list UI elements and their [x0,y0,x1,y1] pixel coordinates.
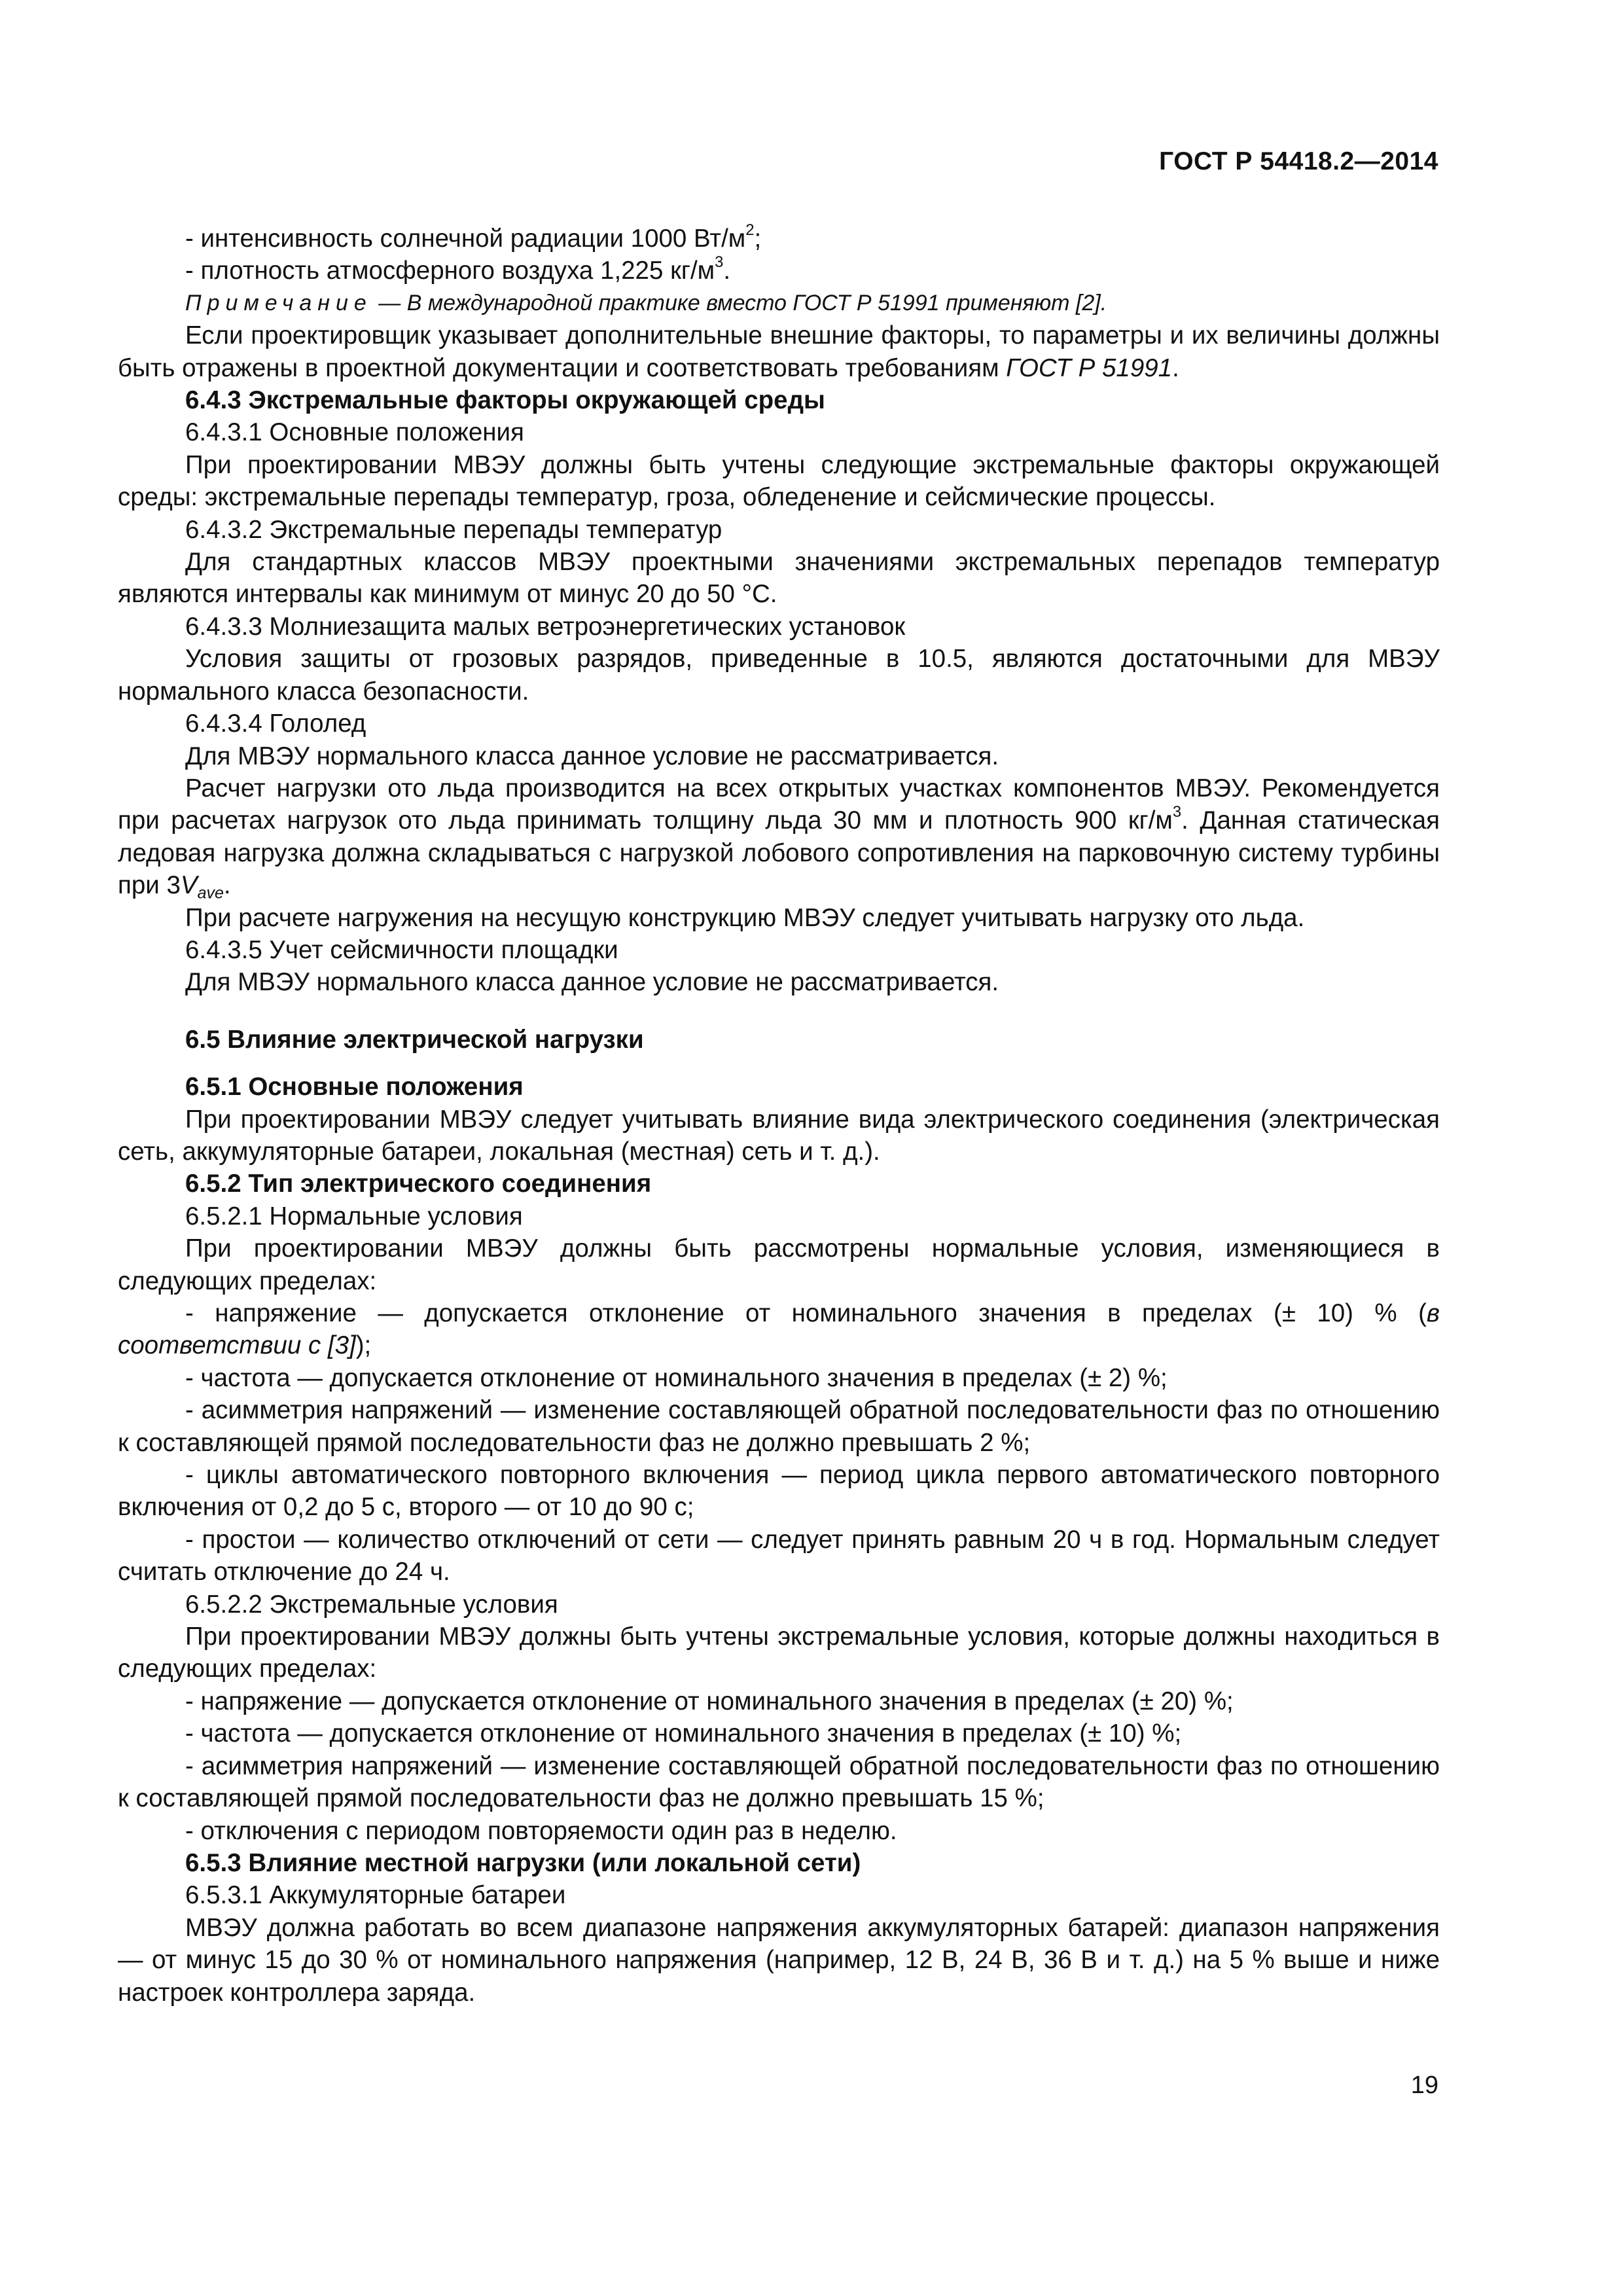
paragraph: При проектировании МВЭУ должны быть рассмотрены нормальные условия, изменяющиеся в следующих пределах: [118,1234,1440,1295]
paragraph: При проектировании МВЭУ следует учитывать влияние вида электрического соединения (электрическая сеть, аккумуляторные батареи, локальная (местная) сеть и т. д.). [118,1105,1440,1166]
paragraph: При проектировании МВЭУ должны быть учтены следующие экстремальные факторы окружающей среды: экстремальные перепады температур, гроза, обледенение и сейсмические процессы. [118,450,1440,512]
standard-reference: ГОСТ Р 51991 [1006,353,1173,382]
list-item: - циклы автоматического повторного включения — период цикла первого автоматического повторного включения от 0,2 до 5 с, второго — от 10 до 90 с; [118,1461,1440,1522]
paragraph: Условия защиты от грозовых разрядов, приведенные в 10.5, являются достаточными для МВЭУ нормального класса безопасности. [118,645,1440,706]
list-item: - асимметрия напряжений — изменение составляющей обратной последовательности фаз по отношению к составляющей прямой последовательности фаз не должно превышать 2 %; [118,1396,1440,1457]
heading-6-5-3: 6.5.3 Влияние местной нагрузки (или локальной сети) [185,1848,861,1877]
subheading-6-5-2-1: 6.5.2.1 Нормальные условия [185,1202,523,1230]
paragraph: Для МВЭУ нормального класса данное условие не рассматривается. [185,742,999,770]
page-number: 19 [1410,2072,1438,2099]
list-item: - простои — количество отключений от сети — следует принять равным 20 ч в год. Нормальным следует считать отключение до 24 ч. [118,1525,1440,1587]
paragraph: МВЭУ должна работать во всем диапазоне напряжения аккумуляторных батарей: диапазон напряжения — от минус 15 до 30 % от номинального напряжения (например, 12 В, 24 В, 36 В и т. д.) на 5 % выше и ниже настроек контроллера заряда. [118,1913,1440,2007]
list-item: - отключения с периодом повторяемости один раз в неделю. [185,1816,897,1845]
subheading-6-4-3-4: 6.4.3.4 Гололед [185,709,366,738]
paragraph: При проектировании МВЭУ должны быть учтены экстремальные условия, которые должны находиться в следующих пределах: [118,1623,1440,1683]
subheading-6-4-3-5: 6.4.3.5 Учет сейсмичности площадки [185,935,618,964]
note: Примечание — В международной практике вместо ГОСТ Р 51991 применяют [2]. [185,290,1107,315]
heading-6-5-1: 6.5.1 Основные положения [185,1073,524,1102]
paragraph: При расчете нагружения на несущую конструкцию МВЭУ следует учитывать нагрузку ото льда. [185,903,1305,932]
subheading-6-5-3-1: 6.5.3.1 Аккумуляторные батареи [185,1881,566,1910]
note-label: Примечание [185,290,372,315]
paragraph: Для МВЭУ нормального класса данное условие не рассматривается. [185,968,999,997]
subheading-6-4-3-1: 6.4.3.1 Основные положения [185,418,524,447]
list-item: - частота — допускается отклонение от номинального значения в пределах (± 2) %; [185,1363,1168,1392]
list-item: - плотность атмосферного воздуха 1,225 $кг/м^3$. [185,253,731,285]
document-body [118,223,1440,2009]
list-item: - напряжение — допускается отклонение от номинального значения в пределах (± 20) %; [185,1687,1234,1715]
heading-6-5: 6.5 Влияние электрической нагрузки [185,1025,644,1054]
list-item: - асимметрия напряжений — изменение составляющей обратной последовательности фаз по отношению к составляющей прямой последовательности фаз не должно превышать 15 %; [118,1751,1440,1813]
subheading-6-5-2-2: 6.5.2.2 Экстремальные условия [185,1590,558,1619]
list-item: - интенсивность солнечной радиации 1000 $Вт/м^2$; [185,221,762,253]
document-code: ГОСТ Р 54418.2—2014 [1159,147,1438,175]
paragraph: Для стандартных классов МВЭУ проектными значениями экстремальных перепадов температур являются интервалы как минимум от минус 20 до 50 °С. [118,548,1440,609]
subheading-6-4-3-2: 6.4.3.2 Экстремальные перепады температур [185,515,722,544]
subheading-6-4-3-3: 6.4.3.3 Молниезащита малых ветроэнергетических установок [185,612,906,641]
heading-6-5-2: 6.5.2 Тип электрического соединения [185,1170,652,1198]
list-item: - напряжение — допускается отклонение от номинального значения в пределах (± 10) % (в соответствии с [3]); [118,1299,1440,1360]
list-item: - частота — допускается отклонение от номинального значения в пределах (± 10) %; [185,1719,1182,1748]
standard-reference: в соответствии с [3] [118,1299,1440,1360]
heading-6-4-3: 6.4.3 Экстремальные факторы окружающей среды [185,386,825,415]
paragraph: Расчет нагрузки ото льда производится на всех открытых участках компонентов МВЭУ. Рекомендуется при расчетах нагрузок ото льда принимать толщину льда 30 мм и плотность 900 $кг/м^3$. Данная статическая ледовая нагрузка должна складываться с нагрузкой лобового сопротивления на парковочную систему турбины при $3V_{ave}$. [118,774,1440,903]
paragraph: Если проектировщик указывает дополнительные внешние факторы, то параметры и их величины должны быть отражены в проектной документации и соответствовать требованиям ГОСТ Р 51991. [118,321,1440,382]
